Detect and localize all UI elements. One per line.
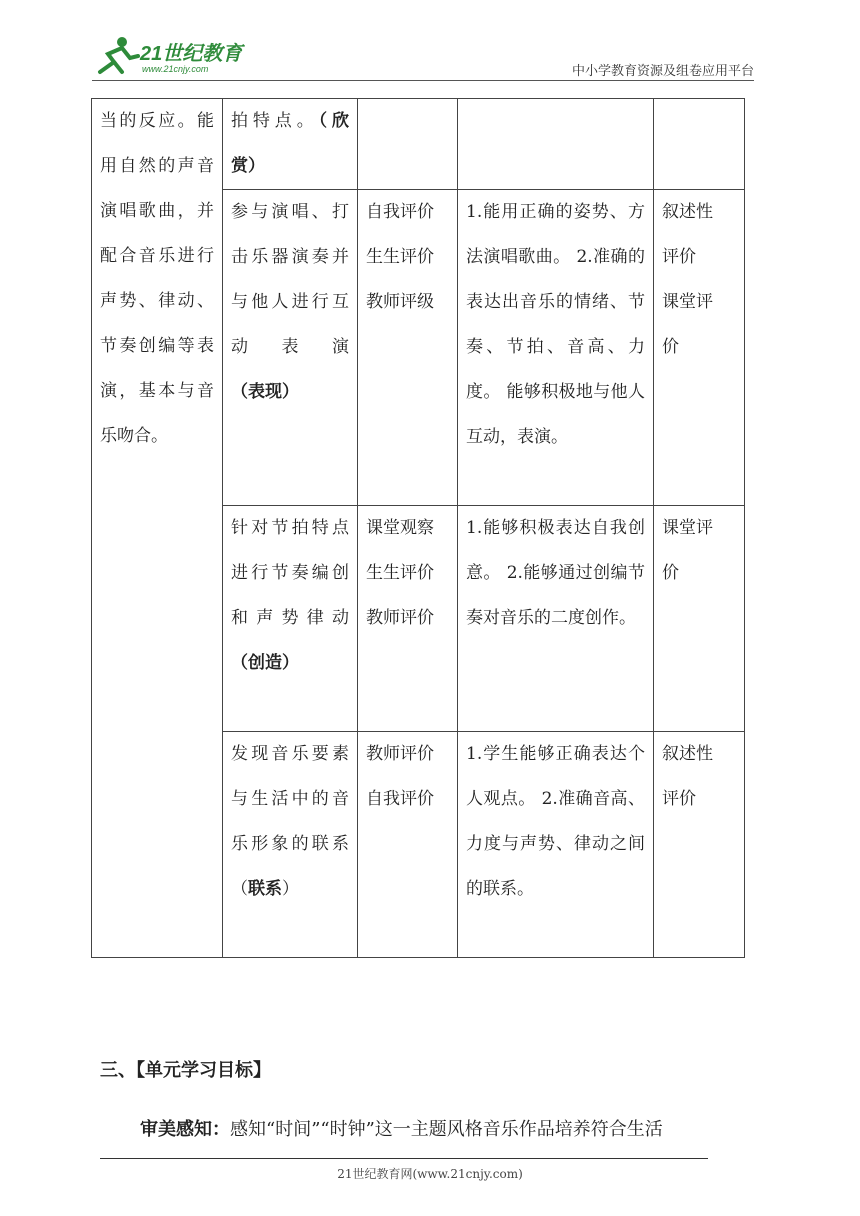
- method-cell: [358, 506, 458, 732]
- method-item: 生生评价: [366, 563, 434, 583]
- type-item: 叙述性: [662, 744, 713, 764]
- type-item: 评价: [662, 789, 696, 809]
- type-item: 价: [662, 563, 679, 583]
- footer-divider: [100, 1158, 708, 1159]
- criteria-cell: [458, 99, 654, 190]
- method-item: 生生评价: [366, 247, 434, 267]
- method-item: 教师评级: [366, 292, 434, 312]
- task-text: 针对节拍特点进行节奏编创和声势律动: [231, 518, 349, 628]
- task-text: 参与演唱、打击乐器演奏并与他人进行互动表演: [231, 202, 349, 357]
- goal-text: 当的反应。能用自然的声音演唱歌曲，并配合音乐进行声势、律动、节奏创编等表演，基本与音乐吻合。: [100, 111, 214, 446]
- section-title: 三、【单元学习目标】: [100, 1060, 271, 1081]
- criteria-item: 能够积极地与他人互动，表演。: [466, 382, 645, 447]
- criteria-item: 2.准确的表达出音乐的情绪、节奏、节拍、音高、力度。: [466, 247, 645, 402]
- criteria-item: 2.能够通过创编节奏对音乐的二度创作。: [466, 563, 645, 628]
- paragraph-lead: 审美感知：: [140, 1119, 230, 1140]
- task-tag: 联系: [248, 879, 282, 899]
- criteria-item: 1.能够积极表达自我创意。: [466, 518, 645, 583]
- evaluation-table: [91, 98, 745, 958]
- criteria-cell: [458, 732, 654, 958]
- type-item: 叙述性: [662, 202, 713, 222]
- criteria-item: 1.能用正确的姿势、方法演唱歌曲。: [466, 202, 645, 267]
- section-paragraph: [140, 1115, 663, 1141]
- type-cell: [654, 190, 745, 506]
- paragraph-text: 感知“时间”“时钟”这一主题风格音乐作品培养符合生活: [230, 1119, 663, 1140]
- task-text: 发现音乐要素与生活中的音乐形象的联系（: [231, 744, 349, 899]
- logo-url: www.21cnjy.com: [142, 64, 209, 74]
- method-item: 教师评价: [366, 608, 434, 628]
- method-cell: [358, 99, 458, 190]
- type-item: 课堂评: [662, 292, 713, 312]
- header-divider: [92, 80, 754, 81]
- type-cell: [654, 99, 745, 190]
- type-item: 评价: [662, 247, 696, 267]
- criteria-cell: [458, 190, 654, 506]
- task-cell: [223, 506, 358, 732]
- logo-text: 21世纪教育: [140, 43, 243, 65]
- table-row: [92, 99, 745, 190]
- type-cell: [654, 732, 745, 958]
- type-cell: [654, 506, 745, 732]
- platform-name: 中小学教育资源及组卷应用平台: [571, 64, 754, 79]
- type-item: 价: [662, 337, 679, 357]
- type-item: 课堂评: [662, 518, 713, 538]
- goal-cell: [92, 99, 223, 958]
- task-text-end: ）: [282, 879, 299, 899]
- criteria-item: 2.准确音高、力度与声势、律动之间的联系。: [466, 789, 645, 899]
- task-text: 拍特点。: [231, 111, 319, 131]
- method-item: 课堂观察: [366, 518, 434, 538]
- task-cell: [223, 190, 358, 506]
- brand-logo: [92, 36, 262, 78]
- method-cell: [358, 190, 458, 506]
- task-cell: [223, 99, 358, 190]
- criteria-cell: [458, 506, 654, 732]
- method-cell: [358, 732, 458, 958]
- method-item: 自我评价: [366, 202, 434, 222]
- footer-text: 21世纪教育网(www.21cnjy.com): [337, 1167, 523, 1181]
- task-tag: （表现）: [231, 382, 299, 402]
- task-tag: （欣赏）: [231, 111, 350, 176]
- method-item: 教师评价: [366, 744, 434, 764]
- task-tag: （创造）: [231, 653, 299, 673]
- method-item: 自我评价: [366, 789, 434, 809]
- task-cell: [223, 732, 358, 958]
- criteria-item: 1.学生能够正确表达个人观点。: [466, 744, 645, 809]
